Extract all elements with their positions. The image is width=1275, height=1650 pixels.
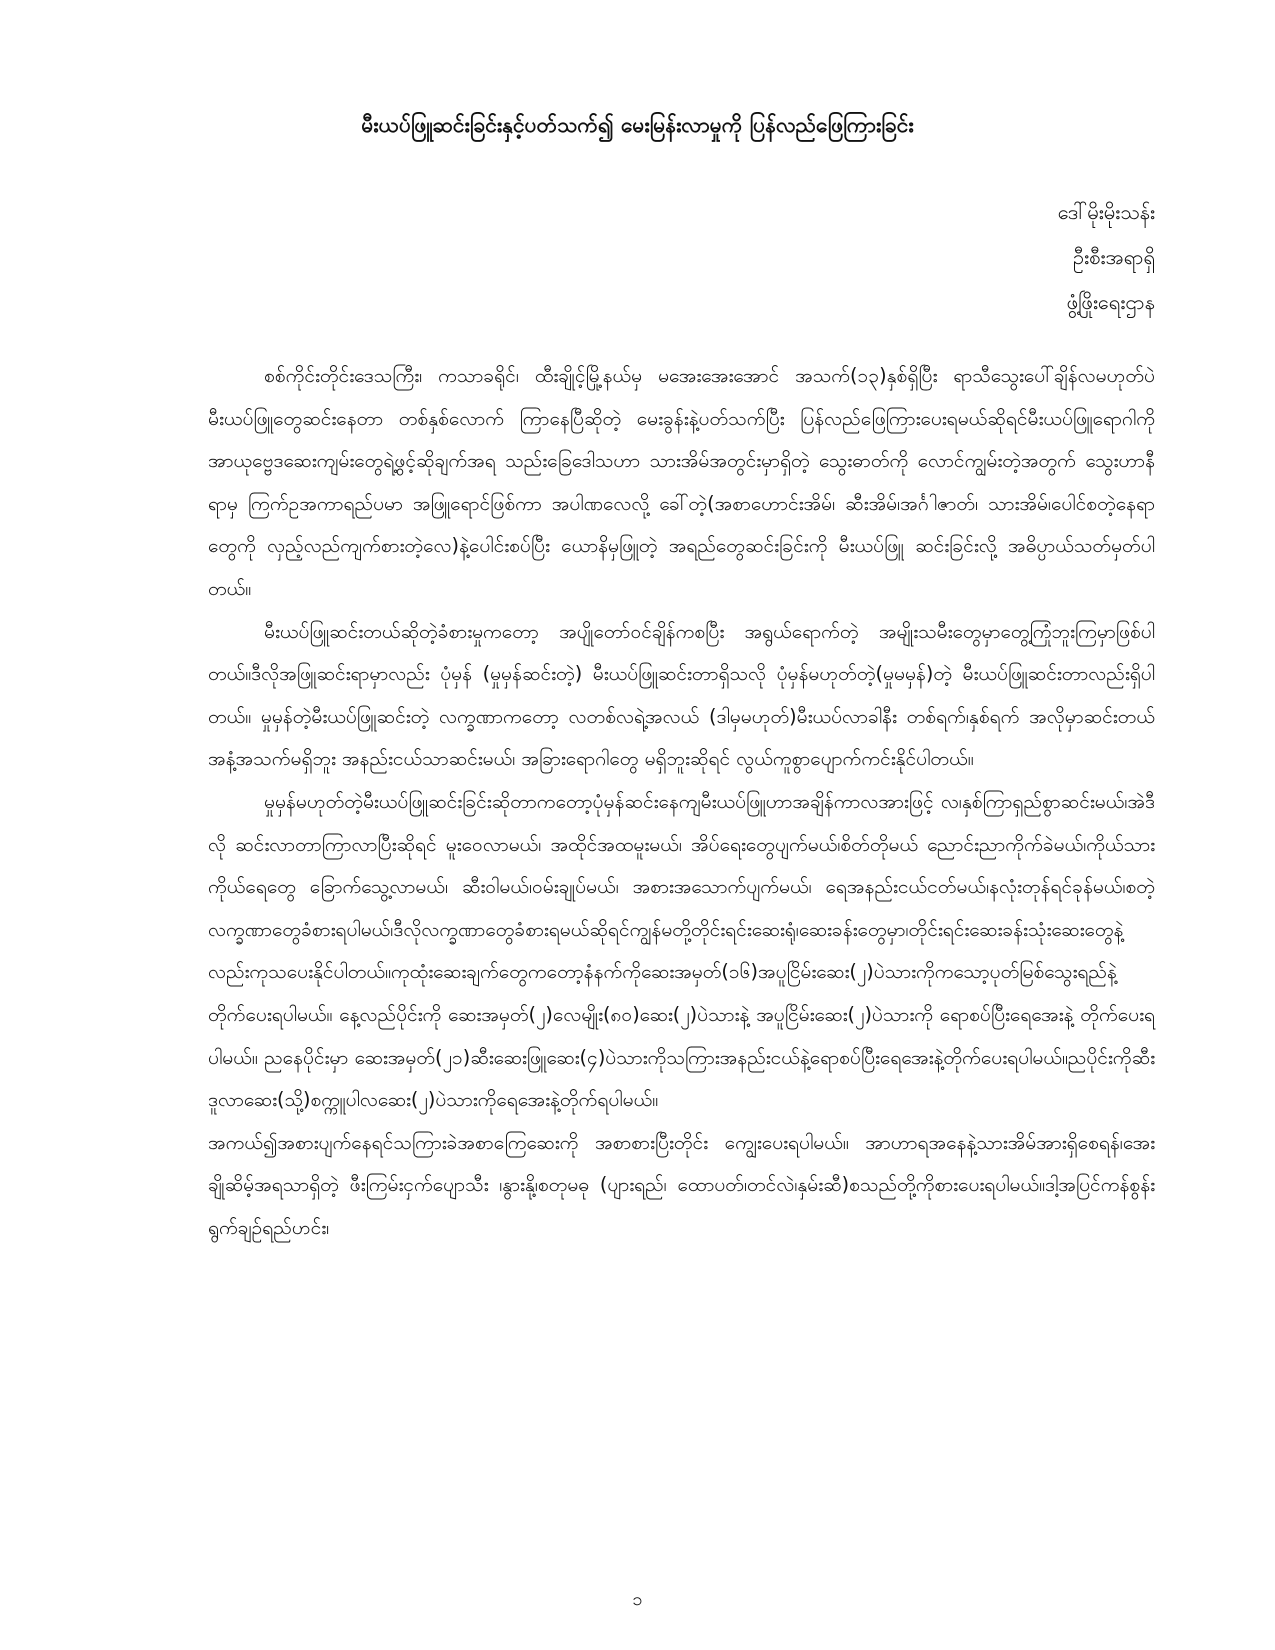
page-number: ၁ [632, 1589, 643, 1610]
author-department: ဖွံ့ဖြိုးရေးဌာန [1066, 290, 1155, 314]
author-block [1058, 190, 1155, 325]
paragraph-1: စစ်ကိုင်းတိုင်းဒေသကြီး၊ ကသာခရိုင်၊ ထီးချိုင့်မြို့နယ်မှ မအေးအေးအောင် အသက်(၁၃)နှစ်ရှိပြီး ရာသီသွေးပေါ်ချိန်လမဟုတ်ပဲ မီးယပ်ဖြူတွေဆင်းနေတာ တစ်နှစ်လောက် ကြာနေပြီဆိုတဲ့ မေးခွန်းနဲ့ပတ်သက်ပြီး ပြန်လည်ဖြေကြားပေးရမယ်ဆိုရင်မီးယပ်ဖြူရောဂါကိုအာယုဗ္ဗေဒဆေးကျမ်းတွေရဲ့ဖွင့်ဆိုချက်အရ သည်းခြေဒေါသဟာ သားအိမ်အတွင်းမှာရှိတဲ့ သွေးဓာတ်ကို လောင်ကျွမ်းတဲ့အတွက် သွေးဟာနီရာမှ ကြက်ဥအကာရည်ပမာ အဖြူရောင်ဖြစ်ကာ အပါဏလေလို့ ခေါ်တဲ့(အစာဟောင်းအိမ်၊ ဆီးအိမ်၊အင်္ဂါဇာတ်၊ သားအိမ်၊ပေါင်စတဲ့နေရာတွေကို လှည့်လည်ကျက်စားတဲ့လေ)နဲ့ပေါင်းစပ်ပြီး ယောနိမှဖြူတဲ့ အရည်တွေဆင်းခြင်းကို မီးယပ်ဖြူ ဆင်းခြင်းလို့ အဓိပ္ပာယ်သတ်မှတ်ပါတယ်။ [208, 364, 1155, 600]
article-body [208, 355, 1155, 1249]
paragraph-2: မီးယပ်ဖြူဆင်းတယ်ဆိုတဲ့ခံစားမှုကတော့ အပျိုတော်ဝင်ချိန်ကစပြီး အရွယ်ရောက်တဲ့ အမျိုးသမီးတွေမှာတွေ့ကြုံဘူးကြမှာဖြစ်ပါတယ်။ဒီလိုအဖြူဆင်းရာမှာလည်း ပုံမှန် (မှုမှန်ဆင်းတဲ့) မီးယပ်ဖြူဆင်းတာရှိသလို ပုံမှန်မဟုတ်တဲ့(မှုမမှန်)တဲ့ မီးယပ်ဖြူဆင်းတာလည်းရှိပါတယ်။ မှုမှန်တဲ့မီးယပ်ဖြူဆင်းတဲ့ လက္ခဏာကတော့ လတစ်လရဲ့အလယ် (ဒါမှမဟုတ်)မီးယပ်လာခါနီး တစ်ရက်၊နှစ်ရက် အလိုမှာဆင်းတယ်အနံ့အသက်မရှိဘူး အနည်းငယ်သာဆင်းမယ်၊ အခြားရောဂါတွေ မရှိဘူးဆိုရင် လွယ်ကူစွာပျောက်ကင်းနိုင်ပါတယ်။ [208, 619, 1155, 771]
paragraph-3: မှုမှန်မဟုတ်တဲ့မီးယပ်ဖြူဆင်းခြင်းဆိုတာကတော့ပုံမှန်ဆင်းနေကျမီးယပ်ဖြူဟာအချိန်ကာလအားဖြင့် လ၊နှစ်ကြာရှည်စွာဆင်းမယ်၊အဲဒီလို ဆင်းလာတာကြာလာပြီးဆိုရင် မူးဝေလာမယ်၊ အထိုင်အထမူးမယ်၊ အိပ်ရေးတွေပျက်မယ်၊စိတ်တိုမယ် ညောင်းညာကိုက်ခဲမယ်၊ကိုယ်သားကိုယ်ရေတွေ ခြောက်သွေ့လာမယ်၊ ဆီးဝါမယ်၊ဝမ်းချုပ်မယ်၊ အစားအသောက်ပျက်မယ်၊ ရေအနည်းငယ်ငတ်မယ်၊နလုံးတုန်ရင်ခုန်မယ်၊စတဲ့လက္ခဏာတွေခံစားရပါမယ်၊ဒီလိုလက္ခဏာတွေခံစားရမယ်ဆိုရင်ကျွန်မတို့တိုင်းရင်းဆေးရုံ၊ဆေးခန်းတွေမှာ၊တိုင်းရင်းဆေးခန်းသုံးဆေးတွေနဲ့လည်းကုသပေးနိုင်ပါတယ်။ကုထုံးဆေးချက်တွေကတော့နံနက်ကိုဆေးအမှတ်(၁၆)အပူငြိမ်းဆေး(၂)ပဲသားကိုကသော့ပုတ်မြစ်သွေးရည်နဲ့ တိုက်ပေးရပါမယ်။ နေ့လည်ပိုင်းကို ဆေးအမှတ်(၂)လေမျိုး(၈၀)ဆေး(၂)ပဲသားနဲ့ အပူငြိမ်းဆေး(၂)ပဲသားကို ရောစပ်ပြီးရေအေးနဲ့ တိုက်ပေးရပါမယ်။ ညနေပိုင်းမှာ ဆေးအမှတ်(၂၁)ဆီးဆေးဖြူဆေး(၄)ပဲသားကိုသကြားအနည်းငယ်နဲ့ရောစပ်ပြီးရေအေးနဲ့တိုက်ပေးရပါမယ်။ညပိုင်းကိုဆီးဒူလာဆေး(သို့)စက္ကူပါလဆေး(၂)ပဲသားကိုရေအေးနဲ့တိုက်ရပါမယ်။ [208, 789, 1155, 1112]
author-position: ဦးစီးအရာရှိ [1072, 245, 1155, 269]
author-name: ဒေါ်မိုးမိုးသန်း [1057, 200, 1155, 224]
paragraph-4: အကယ်၍အစားပျက်နေရင်သကြားခဲအစာကြေဆေးကို အစာစားပြီးတိုင်း ကျွေးပေးရပါမယ်။ အာဟာရအနေနဲ့သားအိမ်အားရှိစေရန်၊အေးချိုဆိမ့်အရသာရှိတဲ့ ဖီးကြမ်းငှက်ပျောသီး ၊နွားနို့၊စတုမဓု (ပျားရည်၊ ထောပတ်၊တင်လဲ၊နှမ်းဆီ)စသည်တို့ကိုစားပေးရပါမယ်။ဒါ့အပြင်ကန်စွန်းရွက်ချဉ်ရည်ဟင်း၊ [208, 1130, 1155, 1239]
document-title: မီးယပ်ဖြူဆင်းခြင်းနှင့်ပတ်သက်၍ မေးမြန်းလာမှုကို ပြန်လည်ဖြေကြားခြင်း [361, 113, 914, 137]
